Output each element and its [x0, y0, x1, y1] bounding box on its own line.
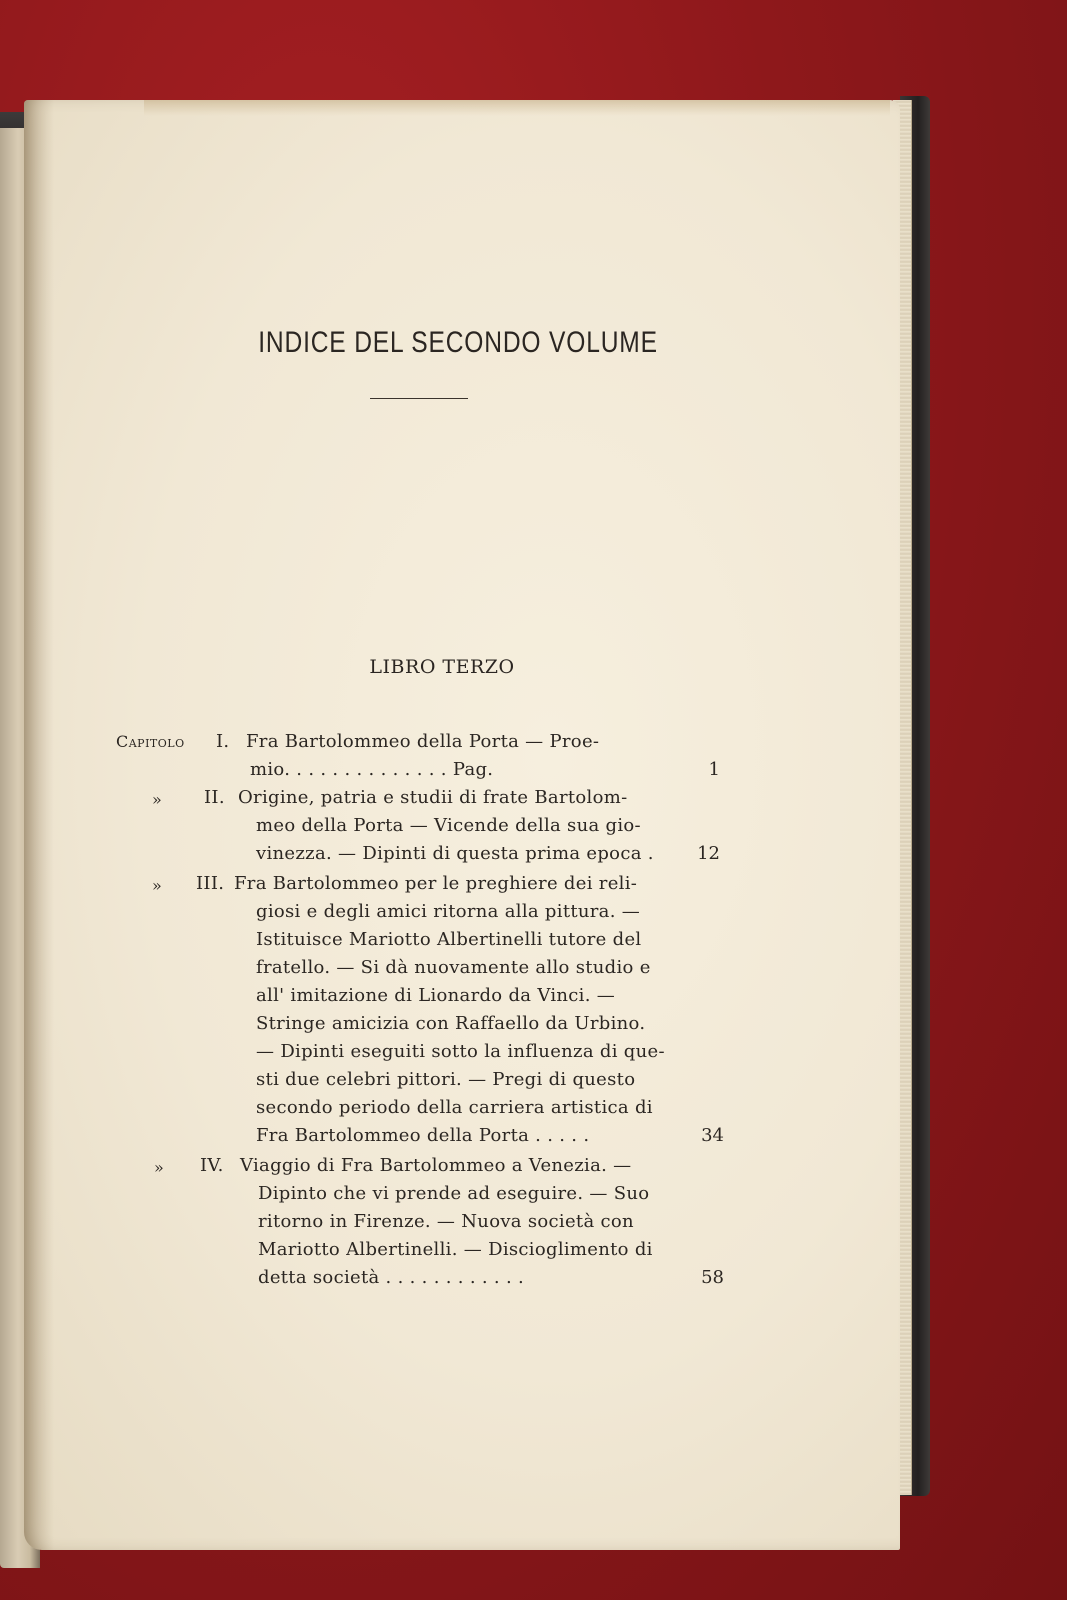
- ditto-mark: »: [152, 876, 162, 895]
- entry-line: sti due celebri pittori. — Pregi di questo: [256, 1069, 636, 1090]
- entry-line: Fra Bartolommeo per le preghiere dei reli-: [234, 873, 638, 894]
- entry-line: Viaggio di Fra Bartolommeo a Venezia. —: [240, 1155, 632, 1176]
- entry-numeral: I.: [216, 731, 230, 752]
- entry-line: Dipinto che vi prende ad eseguire. — Suo: [258, 1183, 650, 1204]
- entry-line: Istituisce Mariotto Albertinelli tutore del: [256, 929, 642, 950]
- entry-line: Fra Bartolommeo della Porta — Proe-: [246, 731, 600, 752]
- entry-numeral: II.: [204, 787, 225, 808]
- entry-line: mio. . . . . . . . . . . . . . Pag.: [250, 759, 494, 780]
- entry-line: Fra Bartolommeo della Porta . . . . .: [256, 1125, 590, 1146]
- entry-line: secondo periodo della carriera artistica di: [256, 1097, 653, 1118]
- entry-line: Origine, patria e studii di frate Bartolom-: [238, 787, 628, 808]
- page-number: 1: [708, 759, 720, 780]
- entry-line: detta società . . . . . . . . . . . .: [258, 1267, 525, 1288]
- page-number: 12: [697, 843, 720, 864]
- section-heading: LIBRO TERZO: [369, 656, 515, 678]
- entry-line: fratello. — Si dà nuovamente allo studio e: [256, 957, 651, 978]
- entry-numeral: IV.: [200, 1155, 224, 1176]
- entry-numeral: III.: [196, 873, 225, 894]
- entry-line: all' imitazione di Lionardo da Vinci. —: [256, 985, 616, 1006]
- table-of-contents: [24, 100, 900, 1550]
- page-number: 34: [701, 1125, 724, 1146]
- entry-line: Mariotto Albertinelli. — Discioglimento di: [258, 1239, 653, 1260]
- entry-line: giosi e degli amici ritorna alla pittura. —: [256, 901, 641, 922]
- ditto-mark: »: [152, 790, 162, 809]
- ditto-mark: »: [154, 1158, 164, 1177]
- chapter-label: Capitolo: [116, 732, 185, 751]
- entry-line: meo della Porta — Vicende della sua gio-: [256, 815, 641, 836]
- book-page: [24, 100, 900, 1550]
- entry-line: ritorno in Firenze. — Nuova società con: [258, 1211, 634, 1232]
- entry-line: Stringe amicizia con Raffaello da Urbino.: [256, 1013, 646, 1034]
- entry-line: vinezza. — Dipinti di questa prima epoca .: [256, 843, 654, 864]
- entry-line: — Dipinti eseguiti sotto la influenza di que-: [256, 1041, 665, 1062]
- page-number: 58: [701, 1267, 724, 1288]
- page-title: INDICE DEL SECONDO VOLUME: [258, 326, 658, 359]
